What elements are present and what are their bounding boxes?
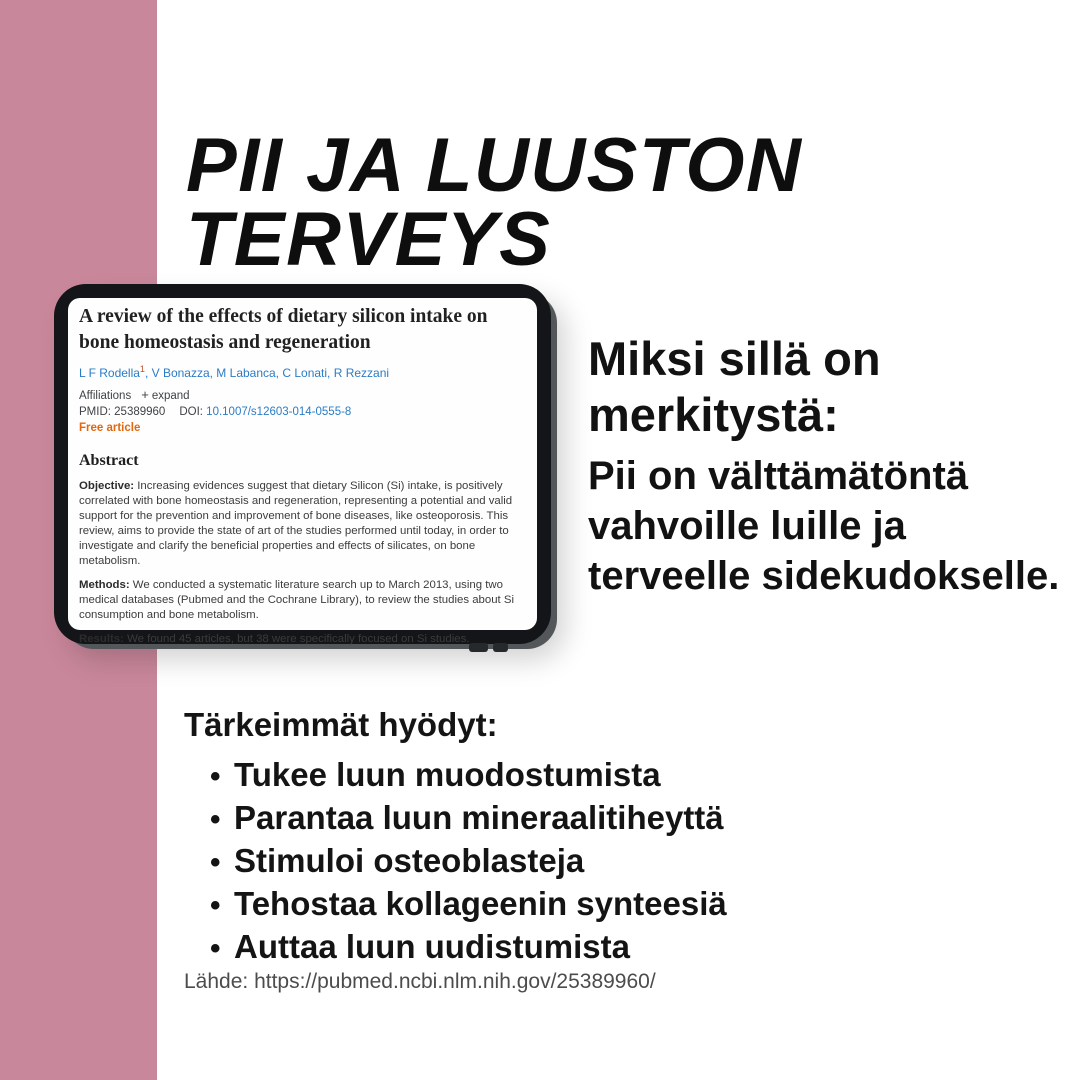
pmid-label: PMID: <box>79 406 111 418</box>
page-title <box>186 122 846 282</box>
results-text: We found 45 articles, but 38 were specifically focused on Si studies. <box>123 633 470 645</box>
page-title-line2: TERVEYS <box>186 196 552 282</box>
objective-text: Increasing evidences suggest that dietary Silicon (Si) intake, is positively correlated with bone homeostasis and regeneration, representing a potential and valid support for the prevention and improvement of bone diseases, like osteoporosis. This review, aims to provide the state of art of the studies performed until today, in order to investigate and clarify the beneficial properties and effects of silicates, on bone metabolism. <box>79 480 513 567</box>
methods-text: We conducted a systematic literature search up to March 2013, using two medical databases (Pubmed and the Cochrane Library), to review the studies about Si consumption and bone metabolism. <box>79 579 514 621</box>
page-title-line1: PII JA LUUSTON <box>186 122 803 208</box>
article-authors <box>79 364 523 380</box>
benefit-text: Tukee luun muodostumista <box>234 756 661 793</box>
bullet-icon: • <box>210 846 221 879</box>
bullet-icon: • <box>210 803 221 836</box>
benefit-text: Parantaa luun mineraalitiheyttä <box>234 799 724 836</box>
benefits-section <box>184 706 844 969</box>
expand-button[interactable]: expand <box>151 390 190 402</box>
objective-label: Objective: <box>79 480 135 492</box>
bullet-icon: • <box>210 889 221 922</box>
why-section <box>588 331 1076 601</box>
pmid-value: 25389960 <box>114 406 166 418</box>
why-heading: Miksi sillä on merkitystä: <box>588 332 881 441</box>
abstract-methods <box>79 578 523 623</box>
abstract-objective <box>79 479 523 569</box>
affiliations-label: Affiliations <box>79 390 132 402</box>
affiliations-row <box>79 387 523 402</box>
identifiers-row <box>79 406 523 418</box>
pubmed-article-screenshot <box>68 298 537 645</box>
abstract-heading: Abstract <box>79 452 139 469</box>
doi-link[interactable]: 10.1007/s12603-014-0555-8 <box>206 406 352 418</box>
list-item <box>184 797 844 840</box>
source-citation: Lähde: https://pubmed.ncbi.nlm.nih.gov/25389960/ <box>184 970 656 993</box>
author-link[interactable]: L F Rodella <box>79 366 140 380</box>
doi-label: DOI: <box>179 406 203 418</box>
abstract-results <box>79 632 523 647</box>
benefits-list <box>184 754 844 969</box>
benefits-heading: Tärkeimmät hyödyt: <box>184 706 498 743</box>
free-article-badge: Free article <box>79 422 141 434</box>
list-item <box>184 883 844 926</box>
benefit-text: Stimuloi osteoblasteja <box>234 842 585 879</box>
list-item <box>184 926 844 969</box>
benefit-text: Auttaa luun uudistumista <box>234 928 630 965</box>
affiliation-superscript: 1 <box>139 364 145 374</box>
expand-plus-icon[interactable]: + <box>141 387 149 402</box>
article-title: A review of the effects of dietary silicon intake on bone homeostasis and regeneration <box>79 306 488 353</box>
list-item <box>184 754 844 797</box>
list-item <box>184 840 844 883</box>
bullet-icon: • <box>210 760 221 793</box>
methods-label: Methods: <box>79 579 130 591</box>
results-label: Results: <box>79 633 124 645</box>
author-links-rest[interactable]: , V Bonazza, M Labanca, C Lonati, R Rezzani <box>144 366 390 380</box>
benefit-text: Tehostaa kollageenin synteesiä <box>234 885 727 922</box>
bullet-icon: • <box>210 932 221 965</box>
why-body: Pii on välttämätöntä vahvoille luille ja terveelle sidekudokselle. <box>588 454 1060 598</box>
